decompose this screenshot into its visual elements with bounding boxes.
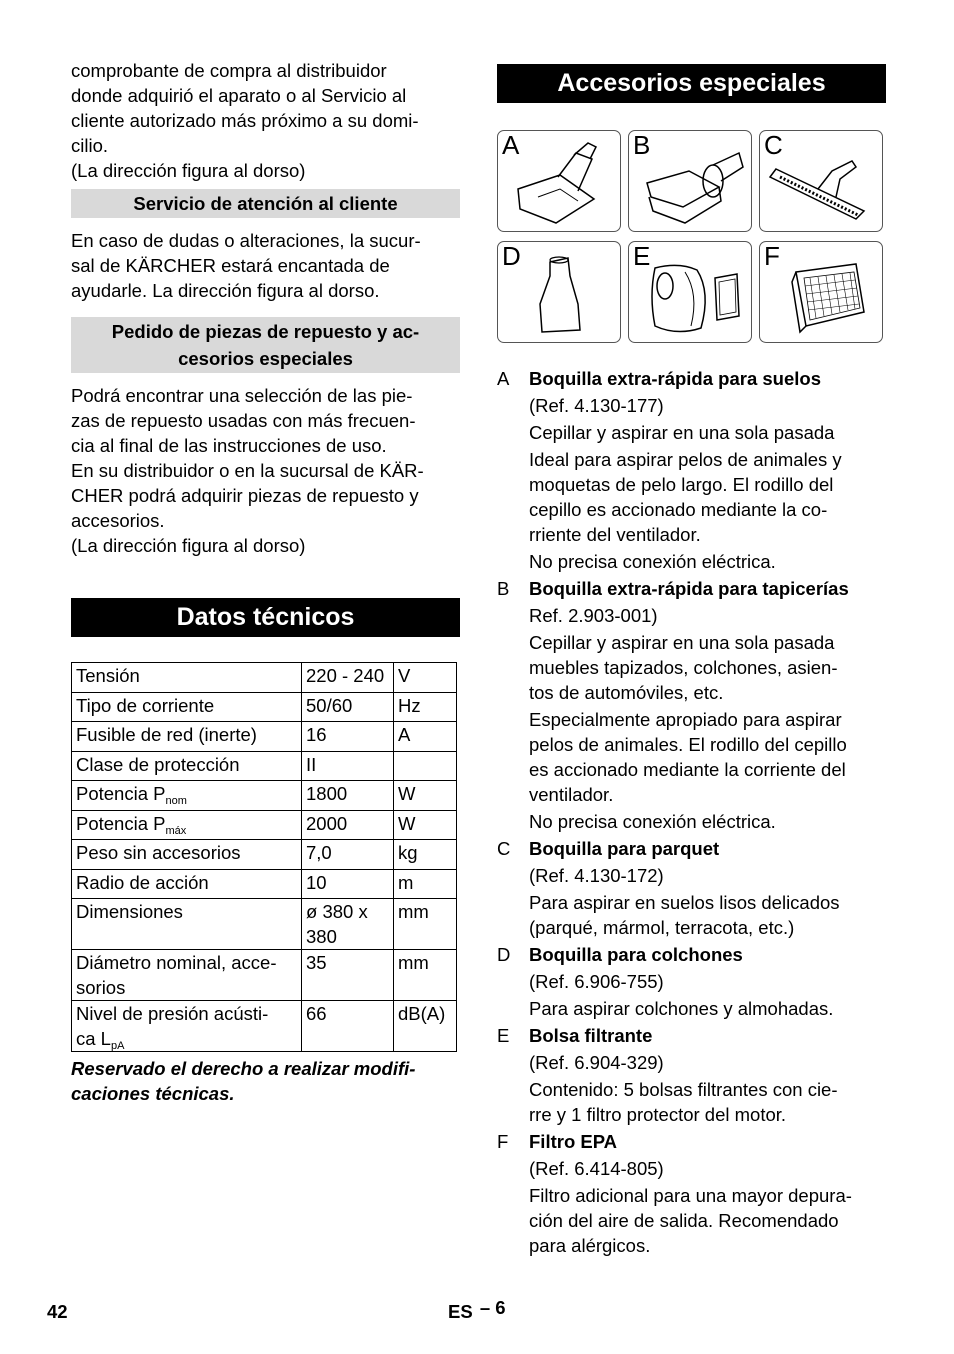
tech-label: Nivel de presión acústi- ca $L_{pA}$ bbox=[72, 1001, 302, 1052]
tech-label: Diámetro nominal, acce- sorios bbox=[72, 950, 302, 1001]
text-line: (La dirección figura al dorso) bbox=[71, 160, 306, 181]
accessory-description: Cepillar y aspirar en una sola pasada muebles tapizados, colchones, asien- tos de automóviles, etc. bbox=[529, 632, 838, 703]
tech-label: Peso sin accesorios bbox=[72, 840, 302, 870]
tech-value: 10 bbox=[302, 869, 394, 899]
text-line: sal de KÄRCHER estará encantada de bbox=[71, 255, 390, 276]
accessory-key: B bbox=[497, 578, 510, 599]
accessory-name: Boquilla para parquet bbox=[529, 838, 720, 859]
tech-unit: W bbox=[394, 810, 457, 840]
tech-row bbox=[72, 840, 457, 870]
accessory-key: A bbox=[497, 368, 510, 389]
intro-paragraph bbox=[71, 58, 460, 183]
text-line: En su distribuidor o en la sucursal de KÄR- bbox=[71, 460, 424, 481]
tech-unit: dB(A) bbox=[394, 1001, 457, 1052]
tech-value: 220 - 240 bbox=[302, 663, 394, 693]
tech-unit: kg bbox=[394, 840, 457, 870]
accessory-description: No precisa conexión eléctrica. bbox=[529, 551, 776, 572]
text-line: cilio. bbox=[71, 135, 109, 156]
accessory-ref: (Ref. 4.130-177) bbox=[529, 395, 664, 416]
tech-unit: mm bbox=[394, 950, 457, 1001]
accessory-ref: Ref. 2.903-001) bbox=[529, 605, 658, 626]
tech-value: 16 bbox=[302, 722, 394, 752]
tech-row bbox=[72, 950, 457, 1001]
service-paragraph bbox=[71, 228, 460, 303]
accessory-name: Boquilla extra-rápida para suelos bbox=[529, 368, 821, 389]
page-language bbox=[448, 1299, 506, 1324]
tech-unit: mm bbox=[394, 899, 457, 950]
note-line: caciones técnicas. bbox=[71, 1083, 235, 1104]
tech-label: Dimensiones bbox=[72, 899, 302, 950]
tech-label: Tensión bbox=[72, 663, 302, 693]
accessory-description: Para aspirar en suelos lisos delicados (parqué, mármol, terracota, etc.) bbox=[529, 892, 840, 938]
accessory-key: F bbox=[497, 1131, 509, 1152]
tech-value: 35 bbox=[302, 950, 394, 1001]
accessory-item bbox=[497, 836, 886, 940]
tech-value: 1800 bbox=[302, 781, 394, 811]
accessory-ref: (Ref. 6.904-329) bbox=[529, 1052, 664, 1073]
tech-value: ø 380 x 380 bbox=[302, 899, 394, 950]
section-page: – 6 bbox=[479, 1297, 506, 1318]
accessory-description: Contenido: 5 bolsas filtrantes con cie- rre y 1 filtro protector del motor. bbox=[529, 1079, 838, 1125]
tech-row bbox=[72, 692, 457, 722]
tech-unit: m bbox=[394, 869, 457, 899]
accessory-item bbox=[497, 1129, 886, 1258]
tech-label: Clase de protección bbox=[72, 751, 302, 781]
tile-f: F bbox=[759, 241, 883, 343]
tech-label: Tipo de corriente bbox=[72, 692, 302, 722]
accessory-description: Ideal para aspirar pelos de animales y moquetas de pelo largo. El rodillo del cepillo es accionado mediante la co- rriente del ventilador. bbox=[529, 449, 842, 545]
text-line: CHER podrá adquirir piezas de repuesto y bbox=[71, 485, 419, 506]
accessories-heading: Accesorios especiales bbox=[497, 64, 886, 103]
tech-row bbox=[72, 1001, 457, 1052]
tech-heading: Datos técnicos bbox=[71, 598, 460, 637]
tech-row bbox=[72, 751, 457, 781]
tech-unit: Hz bbox=[394, 692, 457, 722]
tile-a: A bbox=[497, 130, 621, 232]
accessory-name: Bolsa filtrante bbox=[529, 1025, 653, 1046]
text-line: donde adquirió el aparato o al Servicio al bbox=[71, 85, 407, 106]
tech-label: Potencia $P_{nom}$ bbox=[72, 781, 302, 811]
text-line: zas de repuesto usadas con más frecuen- bbox=[71, 410, 416, 431]
tech-unit: A bbox=[394, 722, 457, 752]
text-line: Podrá encontrar una selección de las pie- bbox=[71, 385, 413, 406]
text-line: comprobante de compra al distribuidor bbox=[71, 60, 387, 81]
right-column bbox=[497, 64, 886, 1258]
tech-unit: W bbox=[394, 781, 457, 811]
tech-unit bbox=[394, 751, 457, 781]
accessory-image-grid bbox=[497, 130, 886, 350]
tile-c: C bbox=[759, 130, 883, 232]
accessory-key: D bbox=[497, 944, 511, 965]
tech-value: 2000 bbox=[302, 810, 394, 840]
heading-line: cesorios especiales bbox=[178, 348, 353, 369]
accessory-item bbox=[497, 1023, 886, 1127]
tile-b: B bbox=[628, 130, 752, 232]
accessory-key: C bbox=[497, 838, 511, 859]
service-heading: Servicio de atención al cliente bbox=[71, 189, 460, 218]
note-line: Reservado el derecho a realizar modifi- bbox=[71, 1058, 416, 1079]
tech-row bbox=[72, 810, 457, 840]
tech-value: 50/60 bbox=[302, 692, 394, 722]
tech-label: Radio de acción bbox=[72, 869, 302, 899]
accessory-key: E bbox=[497, 1025, 510, 1046]
text-line: cia al final de las instrucciones de uso. bbox=[71, 435, 387, 456]
tech-note bbox=[71, 1056, 460, 1106]
parts-heading bbox=[71, 317, 460, 373]
tech-value: II bbox=[302, 751, 394, 781]
accessory-ref: (Ref. 6.906-755) bbox=[529, 971, 664, 992]
parts-paragraph bbox=[71, 383, 460, 558]
accessory-item bbox=[497, 576, 886, 834]
text-line: (La dirección figura al dorso) bbox=[71, 535, 306, 556]
tech-unit: V bbox=[394, 663, 457, 693]
accessory-list bbox=[497, 366, 886, 1258]
tech-table bbox=[71, 662, 457, 1052]
text-line: accesorios. bbox=[71, 510, 165, 531]
tech-row bbox=[72, 899, 457, 950]
heading-line: Pedido de piezas de repuesto y ac- bbox=[111, 321, 420, 342]
language-code: ES bbox=[448, 1301, 473, 1322]
accessory-item bbox=[497, 366, 886, 574]
accessory-description: Cepillar y aspirar en una sola pasada bbox=[529, 422, 835, 443]
tech-row bbox=[72, 781, 457, 811]
accessory-name: Boquilla extra-rápida para tapicerías bbox=[529, 578, 849, 599]
accessory-description: Especialmente apropiado para aspirar pelos de animales. El rodillo del cepillo es accionado mediante la corriente del ventilador. bbox=[529, 709, 847, 805]
text-line: cliente autorizado más próximo a su domi- bbox=[71, 110, 419, 131]
tile-e: E bbox=[628, 241, 752, 343]
tech-value: 66 bbox=[302, 1001, 394, 1052]
tech-value: 7,0 bbox=[302, 840, 394, 870]
tech-row bbox=[72, 663, 457, 693]
accessory-description: Filtro adicional para una mayor depura- ción del aire de salida. Recomendado para alérgicos. bbox=[529, 1185, 852, 1256]
accessory-description: No precisa conexión eléctrica. bbox=[529, 811, 776, 832]
accessory-ref: (Ref. 4.130-172) bbox=[529, 865, 664, 886]
accessory-name: Boquilla para colchones bbox=[529, 944, 743, 965]
text-line: En caso de dudas o alteraciones, la sucur- bbox=[71, 230, 421, 251]
text-line: ayudarle. La dirección figura al dorso. bbox=[71, 280, 380, 301]
accessory-description: Para aspirar colchones y almohadas. bbox=[529, 998, 834, 1019]
tech-label: Fusible de red (inerte) bbox=[72, 722, 302, 752]
tech-row bbox=[72, 869, 457, 899]
tech-row bbox=[72, 722, 457, 752]
tile-d: D bbox=[497, 241, 621, 343]
accessory-item bbox=[497, 942, 886, 1021]
page-number: 42 bbox=[47, 1301, 68, 1322]
accessory-name: Filtro EPA bbox=[529, 1131, 618, 1152]
tech-label: Potencia $P_{máx}$ bbox=[72, 810, 302, 840]
left-column bbox=[71, 58, 460, 1106]
accessory-ref: (Ref. 6.414-805) bbox=[529, 1158, 664, 1179]
